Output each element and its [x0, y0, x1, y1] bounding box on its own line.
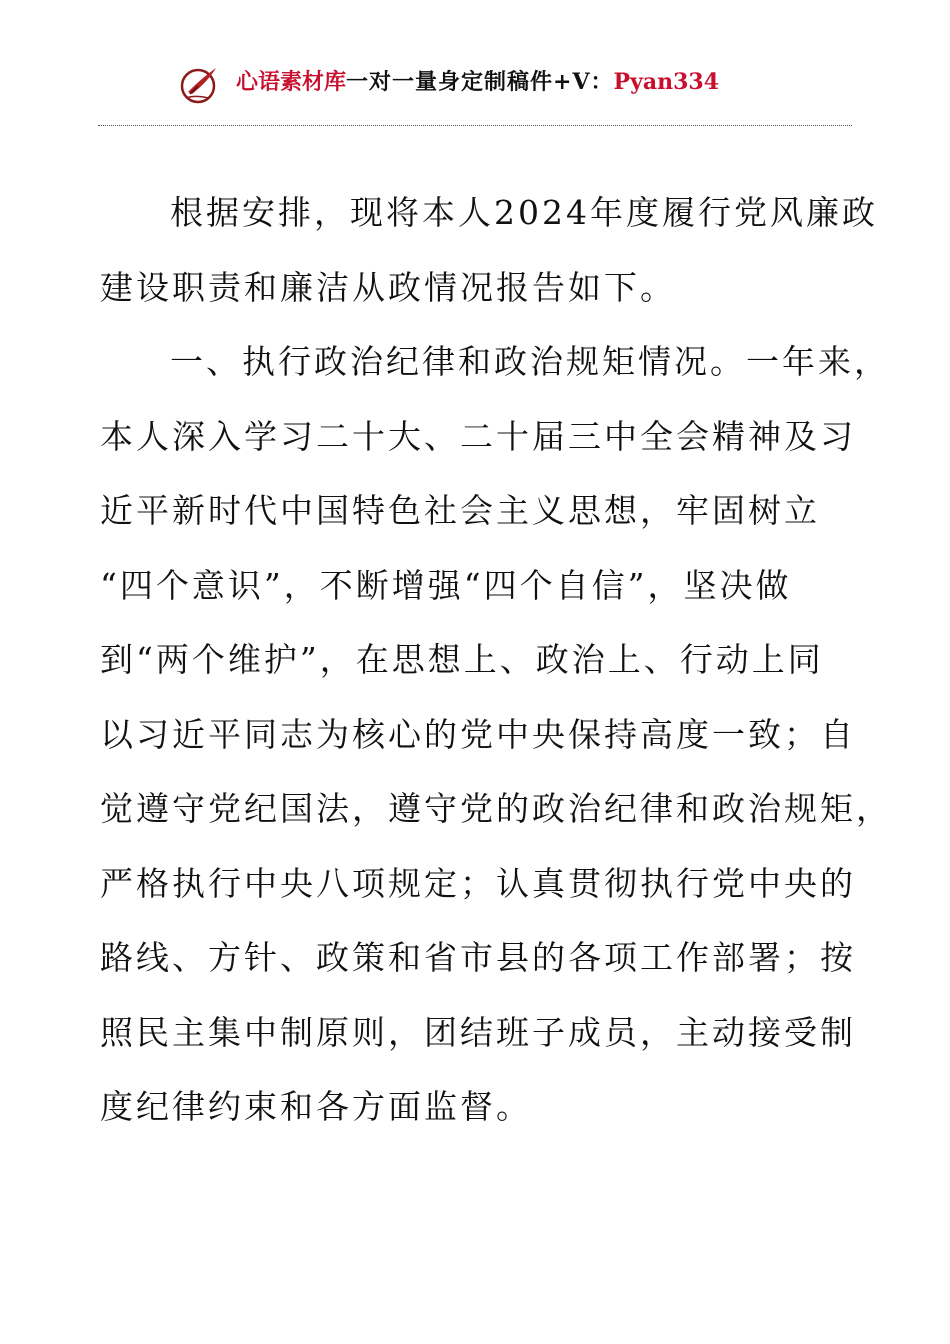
- paragraph-line: 到“两个维护”，在思想上、政治上、行动上同: [100, 640, 824, 679]
- page-header: [0, 58, 950, 108]
- paragraph-line: 照民主集中制原则，团结班子成员，主动接受制: [100, 1012, 856, 1052]
- paragraph-line: 根据安排，现将本人2024年度履行党风廉政: [170, 193, 878, 232]
- quill-pen-logo-icon: [178, 62, 222, 106]
- header-banner-text: [236, 68, 719, 96]
- header-divider: [98, 125, 852, 126]
- paragraph-line: 近平新时代中国特色社会主义思想，牢固树立: [100, 491, 820, 530]
- brand-name: 心语素材库: [236, 69, 347, 95]
- paragraph-line: 路线、方针、政策和省市县的各项工作部署；按: [100, 938, 856, 977]
- paragraph-line: 本人深入学习二十大、二十届三中全会精神及习: [100, 416, 856, 456]
- paragraph-line: “四个意识”，不断增强“四个自信”，坚决做: [100, 565, 792, 605]
- paragraph-line: 度纪律约束和各方面监督。: [100, 1087, 532, 1126]
- paragraph-line: 觉遵守党纪国法，遵守党的政治纪律和政治规矩，: [100, 789, 892, 828]
- paragraph-line: 严格执行中央八项规定；认真贯彻执行党中央的: [100, 863, 856, 903]
- paragraph-line: 建设职责和廉洁从政情况报告如下。: [100, 267, 676, 307]
- document-body: [100, 176, 892, 1145]
- paragraph-line: 以习近平同志为核心的党中央保持高度一致；自: [100, 714, 856, 754]
- contact-id: Pyan334: [613, 69, 720, 95]
- header-slogan: 一对一量身定制稿件+V：: [346, 69, 614, 95]
- section-heading-line: 一、执行政治纪律和政治规矩情况。一年来，: [170, 342, 890, 381]
